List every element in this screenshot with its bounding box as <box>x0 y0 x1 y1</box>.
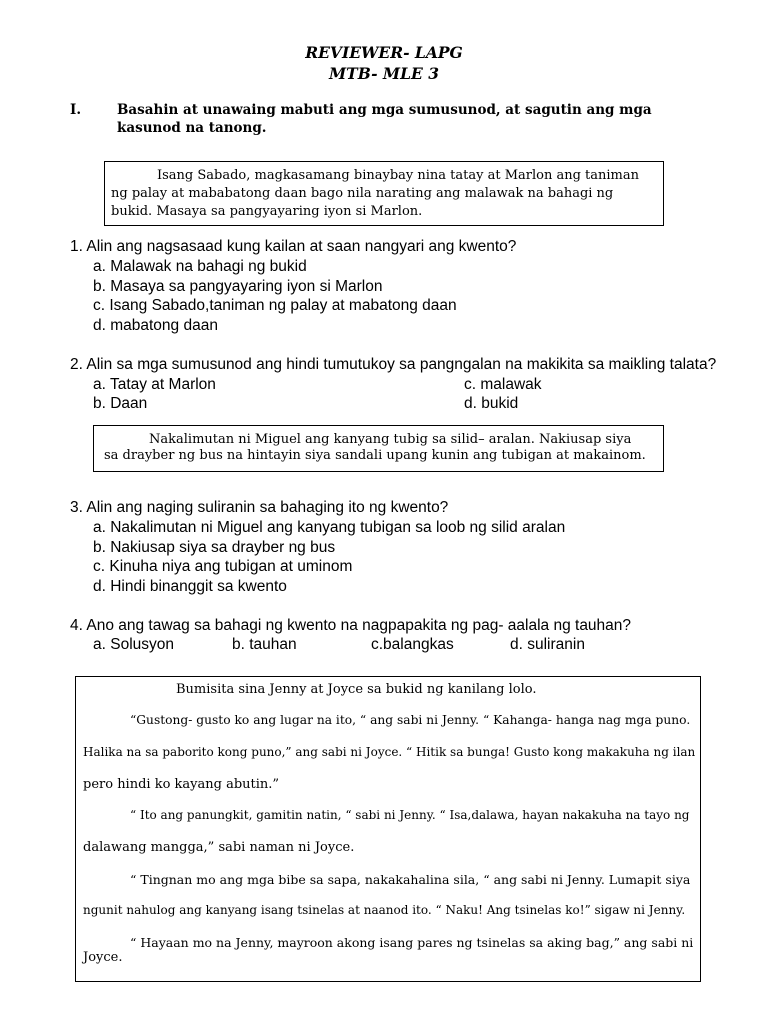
title-line-2: MTB- MLE 3 <box>329 64 439 83</box>
story-line-2: “Gustong- gusto ko ang lugar na ito, “ ang sabi ni Jenny. “ Kahanga- hanga nag mga puno. <box>130 713 691 727</box>
q4-option-d: d. suliranin <box>510 636 585 653</box>
story-line-5: “ Ito ang panungkit, gamitin natin, “ sabi ni Jenny. “ Isa,dalawa, hayan nakakuha na tayo ng <box>130 808 690 822</box>
passage-1-line-3: bukid. Masaya sa pangyayaring iyon si Marlon. <box>111 204 423 219</box>
q4-option-b: b. tauhan <box>232 636 297 653</box>
question-3: 3. Alin ang naging suliranin sa bahaging ito ng kwento? <box>70 499 449 516</box>
title-line-1: REVIEWER- LAPG <box>305 43 463 62</box>
passage-1-box <box>104 161 664 226</box>
q1-option-d: d. mabatong daan <box>93 317 218 334</box>
question-1: 1. Alin ang nagsasaad kung kailan at saan nangyari ang kwento? <box>70 238 517 255</box>
q2-option-a: a. Tatay at Marlon <box>93 376 216 393</box>
section-numeral: I. <box>70 102 82 118</box>
q2-option-b: b. Daan <box>93 395 148 412</box>
q2-option-c: c. malawak <box>464 376 542 393</box>
q3-option-a: a. Nakalimutan ni Miguel ang kanyang tubigan sa loob ng silid aralan <box>93 519 566 536</box>
passage-1-line-1: Isang Sabado, magkasamang binaybay nina tatay at Marlon ang taniman <box>157 168 639 183</box>
section-instruction: Basahin at unawaing mabuti ang mga sumusunod, at sagutin ang mga kasunod na tanong. <box>117 102 652 136</box>
story-line-8: ngunit nahulog ang kanyang isang tsinelas at naanod ito. “ Naku! Ang tsinelas ko!” sigaw ni Jenny. <box>83 903 686 917</box>
q1-option-a: a. Malawak na bahagi ng bukid <box>93 258 307 275</box>
passage-2-box <box>93 425 664 472</box>
story-line-4: pero hindi ko kayang abutin.” <box>83 777 280 792</box>
story-line-3: Halika na sa paborito kong puno,” ang sabi ni Joyce. “ Hitik sa bunga! Gusto kong makakuha ng ilan <box>83 745 696 759</box>
q3-option-d: d. Hindi binanggit sa kwento <box>93 578 287 595</box>
story-line-7: “ Tingnan mo ang mga bibe sa sapa, nakakahalina sila, “ ang sabi ni Jenny. Lumapit siya <box>130 872 691 887</box>
passage-2-line-2: sa drayber ng bus na hintayin siya sandali upang kunin ang tubigan at makainom. <box>104 448 646 463</box>
passage-1-line-2: ng palay at mababatong daan bago nila narating ang malawak na bahagi ng <box>111 186 614 201</box>
q4-option-c: c.balangkas <box>371 636 454 653</box>
q3-option-b: b. Nakiusap siya sa drayber ng bus <box>93 539 336 556</box>
q4-option-a: a. Solusyon <box>93 636 174 653</box>
story-line-1: Bumisita sina Jenny at Joyce sa bukid ng kanilang lolo. <box>176 682 537 697</box>
story-box <box>75 676 701 982</box>
passage-2-line-1: Nakalimutan ni Miguel ang kanyang tubig sa silid– aralan. Nakiusap siya <box>149 432 632 447</box>
q1-option-b: b. Masaya sa pangyayaring iyon si Marlon <box>93 278 383 295</box>
q2-option-d: d. bukid <box>464 395 519 412</box>
story-line-10: Joyce. <box>83 950 123 965</box>
q3-option-c: c. Kinuha niya ang tubigan at uminom <box>93 558 353 575</box>
story-line-9: “ Hayaan mo na Jenny, mayroon akong isang pares ng tsinelas sa aking bag,” ang sabi ni <box>130 935 694 950</box>
q1-option-c: c. Isang Sabado,taniman ng palay at mabatong daan <box>93 297 457 314</box>
question-2: 2. Alin sa mga sumusunod ang hindi tumutukoy sa pangngalan na makikita sa maikling talata? <box>70 356 717 373</box>
story-line-6: dalawang mangga,” sabi naman ni Joyce. <box>83 840 355 855</box>
question-4: 4. Ano ang tawag sa bahagi ng kwento na nagpapakita ng pag- aalala ng tauhan? <box>70 617 632 634</box>
